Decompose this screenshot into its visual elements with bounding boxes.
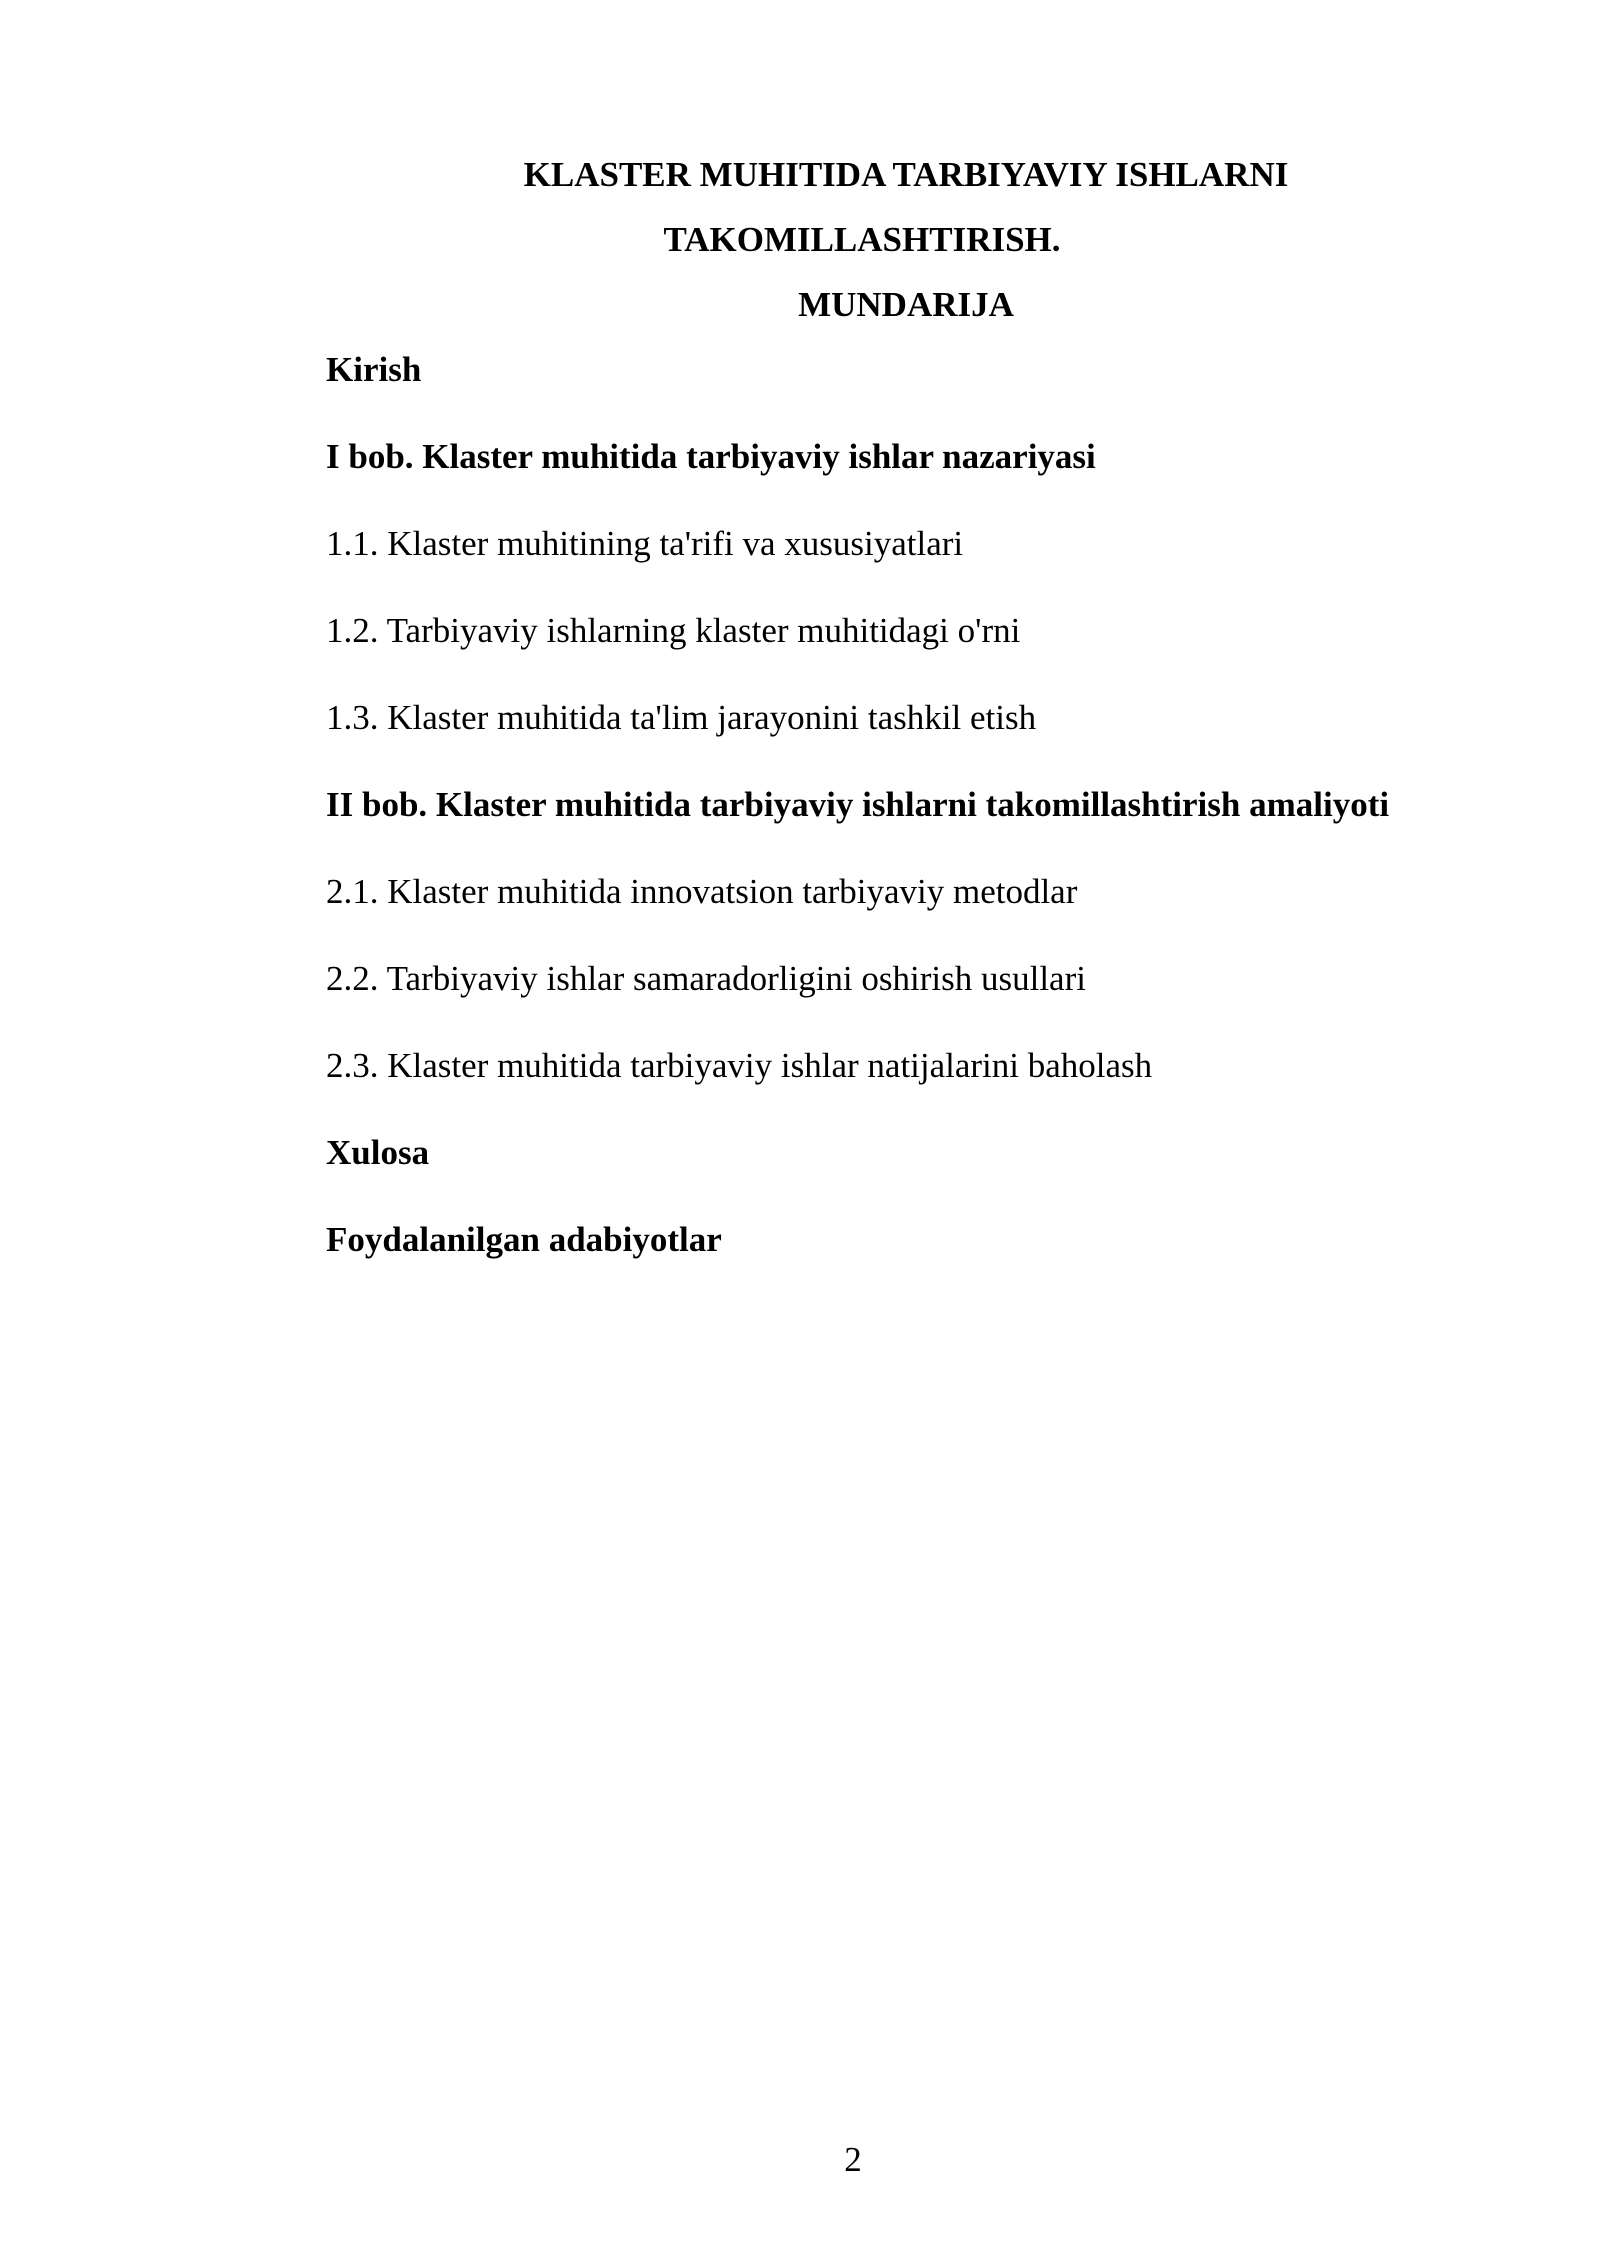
- contents-heading: MUNDARIJA: [798, 285, 1014, 324]
- toc-item-section-2-1: 2.1. Klaster muhitida innovatsion tarbiyaviy metodlar: [326, 872, 1078, 911]
- document-title-line-2: TAKOMILLASHTIRISH.: [663, 220, 1061, 259]
- toc-item-chapter-1: I bob. Klaster muhitida tarbiyaviy ishlar nazariyasi: [326, 437, 1096, 476]
- toc-item-chapter-2: II bob. Klaster muhitida tarbiyaviy ishlarni takomillashtirish amaliyoti: [326, 785, 1390, 824]
- document-title-line-1: KLASTER MUHITIDA TARBIYAVIY ISHLARNI: [523, 155, 1289, 194]
- toc-item-conclusion: Xulosa: [326, 1133, 430, 1172]
- toc-item-section-1-2: 1.2. Tarbiyaviy ishlarning klaster muhitidagi o'rni: [326, 611, 1021, 650]
- toc-item-section-1-1: 1.1. Klaster muhitining ta'rifi va xususiyatlari: [326, 524, 964, 563]
- toc-item-section-1-3: 1.3. Klaster muhitida ta'lim jarayonini tashkil etish: [326, 698, 1037, 737]
- toc-item-section-2-2: 2.2. Tarbiyaviy ishlar samaradorligini oshirish usullari: [326, 959, 1086, 998]
- toc-item-references: Foydalanilgan adabiyotlar: [326, 1220, 722, 1259]
- toc-item-section-2-3: 2.3. Klaster muhitida tarbiyaviy ishlar natijalarini baholash: [326, 1046, 1153, 1085]
- toc-item-introduction: Kirish: [326, 350, 422, 389]
- page-number: 2: [844, 2140, 862, 2179]
